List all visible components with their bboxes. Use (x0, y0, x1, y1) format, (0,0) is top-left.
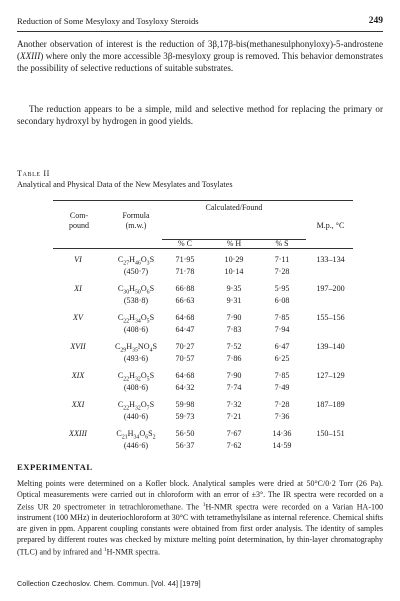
carbon-found: 59·73 (175, 412, 195, 421)
carbon-found: 71·78 (175, 267, 195, 276)
sulfur-calculated: 7·85 (274, 313, 290, 322)
melting-point: 155–156 (316, 313, 345, 322)
compound-number: XXI (71, 400, 85, 409)
hydrogen-found: 10·14 (224, 267, 244, 276)
carbon-found: 64·47 (175, 325, 195, 334)
molecular-formula: $C_{27}H_{46}O_3S$ (117, 255, 155, 267)
carbon-found: 64·32 (175, 383, 195, 392)
hydrogen-calculated: 7·67 (226, 429, 242, 438)
sulfur-found: 6·25 (274, 354, 290, 363)
carbon-found: 56·37 (175, 441, 195, 450)
compound-number: VI (74, 255, 82, 264)
carbon-calculated: 71·95 (175, 255, 195, 264)
table-row (53, 428, 353, 456)
sulfur-calculated: 5·95 (274, 284, 290, 293)
hydrogen-calculated: 7·52 (226, 342, 242, 351)
molecular-formula: $C_{21}H_{34}O_6S_2$ (116, 429, 156, 441)
column-header-carbon: % C (178, 239, 192, 248)
sulfur-calculated: 14·36 (272, 429, 292, 438)
sulfur-found: 7·36 (274, 412, 290, 421)
molecular-weight: (408·6) (123, 383, 149, 392)
molecular-weight: (493·6) (123, 354, 149, 363)
melting-point: 127–129 (316, 371, 345, 380)
molecular-formula: $C_{22}H_{34}O_5S$ (117, 313, 155, 325)
hydrogen-found: 7·21 (226, 412, 242, 421)
body-paragraph: The reduction appears to be a simple, mild and selective method for replacing the primary or secondary hydroxyl by hydrogen in good yields. (17, 104, 383, 127)
footer-citation: Collection Czechoslov. Chem. Commun. [Vol. 44] [1979] (17, 579, 201, 588)
hydrogen-calculated: 7·90 (226, 313, 242, 322)
sulfur-found: 7·49 (274, 383, 290, 392)
carbon-calculated: 70·27 (175, 342, 195, 351)
table-row (53, 312, 353, 340)
sulfur-found: 7·94 (274, 325, 290, 334)
table-caption: Analytical and Physical Data of the New Mesylates and Tosylates (17, 180, 233, 189)
sulfur-found: 6·08 (274, 296, 290, 305)
compound-number: XVII (70, 342, 86, 351)
carbon-found: 66·63 (175, 296, 195, 305)
running-head (17, 14, 383, 28)
body-paragraph: Another observation of interest is the reduction of 3β,17β-bis(methanesulphonyloxy)-5-androstene (XXIII) where only the more accessible 3β-mesyloxy group is removed. This behavior demonstrates the possibility of selective reductions of suitable substrates. (17, 39, 383, 74)
experimental-text: Melting points were determined on a Kofler block. Analytical samples were dried at 50°C/0·2 Torr (26 Pa). Optical measurements were carried out in chloroform with an error of ±3°. The IR spectra were recorded on a Zeiss UR 20 spectrometer in tetrachloromethane. The $^1$H-NMR spectra were recorded on a Varian HA-100 instrument (100 MHz) in deuteriochloroform at 30°C with tetramethylsilane as internal reference. Chemical shifts are given in ppm. Apparent coupling constants were obtained from first order analysis. The identity of samples prepared by different routes was checked by mixture melting point determination, by thin-layer chromatography (TLC) and by infrared and $^1$H-NMR spectra. (17, 479, 384, 557)
molecular-weight: (440·6) (123, 412, 149, 421)
sulfur-found: 14·59 (272, 441, 292, 450)
melting-point: 133–134 (316, 255, 345, 264)
carbon-calculated: 56·50 (175, 429, 195, 438)
table-row (53, 370, 353, 398)
molecular-weight: (538·8) (123, 296, 149, 305)
molecular-formula: $C_{22}H_{32}O_7S$ (117, 400, 155, 412)
column-header-compound: Com- pound (69, 211, 89, 230)
carbon-calculated: 64·68 (175, 313, 195, 322)
hydrogen-found: 7·62 (226, 441, 242, 450)
header-rule (17, 31, 383, 32)
hydrogen-found: 7·86 (226, 354, 242, 363)
column-header-sulfur: % S (275, 239, 289, 248)
melting-point: 197–200 (316, 284, 345, 293)
melting-point: 139–140 (316, 342, 345, 351)
hydrogen-calculated: 10·29 (224, 255, 244, 264)
sulfur-calculated: 7·85 (274, 371, 290, 380)
sulfur-calculated: 7·11 (274, 255, 290, 264)
table-row (53, 283, 353, 311)
compound-number: XV (73, 313, 83, 322)
carbon-calculated: 64·68 (175, 371, 195, 380)
molecular-weight: (446·6) (123, 441, 149, 450)
sulfur-calculated: 7·28 (274, 400, 290, 409)
sulfur-found: 7·28 (274, 267, 290, 276)
table-label: Table II (17, 169, 50, 178)
molecular-weight: (408·6) (123, 325, 149, 334)
column-header-calculated-found: Calculated/Found (205, 203, 263, 212)
compound-number: XIX (71, 371, 85, 380)
hydrogen-calculated: 9·35 (226, 284, 242, 293)
column-header-melting-point: M.p., °C (316, 221, 345, 230)
hydrogen-found: 9·31 (226, 296, 242, 305)
carbon-calculated: 59·98 (175, 400, 195, 409)
table-row (53, 341, 353, 369)
hydrogen-calculated: 7·90 (226, 371, 242, 380)
compound-number: XXIII (69, 429, 87, 438)
molecular-formula: $C_{22}H_{32}O_5S$ (117, 371, 155, 383)
section-heading: EXPERIMENTAL (17, 462, 93, 472)
carbon-calculated: 66·88 (175, 284, 195, 293)
melting-point: 187–189 (316, 400, 345, 409)
hydrogen-found: 7·83 (226, 325, 242, 334)
compound-number: XI (74, 284, 82, 293)
table-title (17, 168, 233, 190)
molecular-formula: $C_{30}H_{50}O_6S$ (117, 284, 155, 296)
table-row (53, 399, 353, 427)
melting-point: 150–151 (316, 429, 345, 438)
page-number: 249 (368, 16, 383, 26)
column-header-hydrogen: % H (226, 239, 242, 248)
molecular-weight: (450·7) (123, 267, 149, 276)
table-top-rule (53, 200, 353, 201)
hydrogen-calculated: 7·32 (226, 400, 242, 409)
running-title: Reduction of Some Mesyloxy and Tosyloxy Steroids (17, 16, 199, 26)
hydrogen-found: 7·74 (226, 383, 242, 392)
carbon-found: 70·57 (175, 354, 195, 363)
table-row (53, 254, 353, 282)
column-header-formula: Formula (m.w.) (122, 211, 150, 230)
molecular-formula: $C_{29}H_{35}NO_4S$ (114, 342, 158, 354)
sulfur-calculated: 6·47 (274, 342, 290, 351)
